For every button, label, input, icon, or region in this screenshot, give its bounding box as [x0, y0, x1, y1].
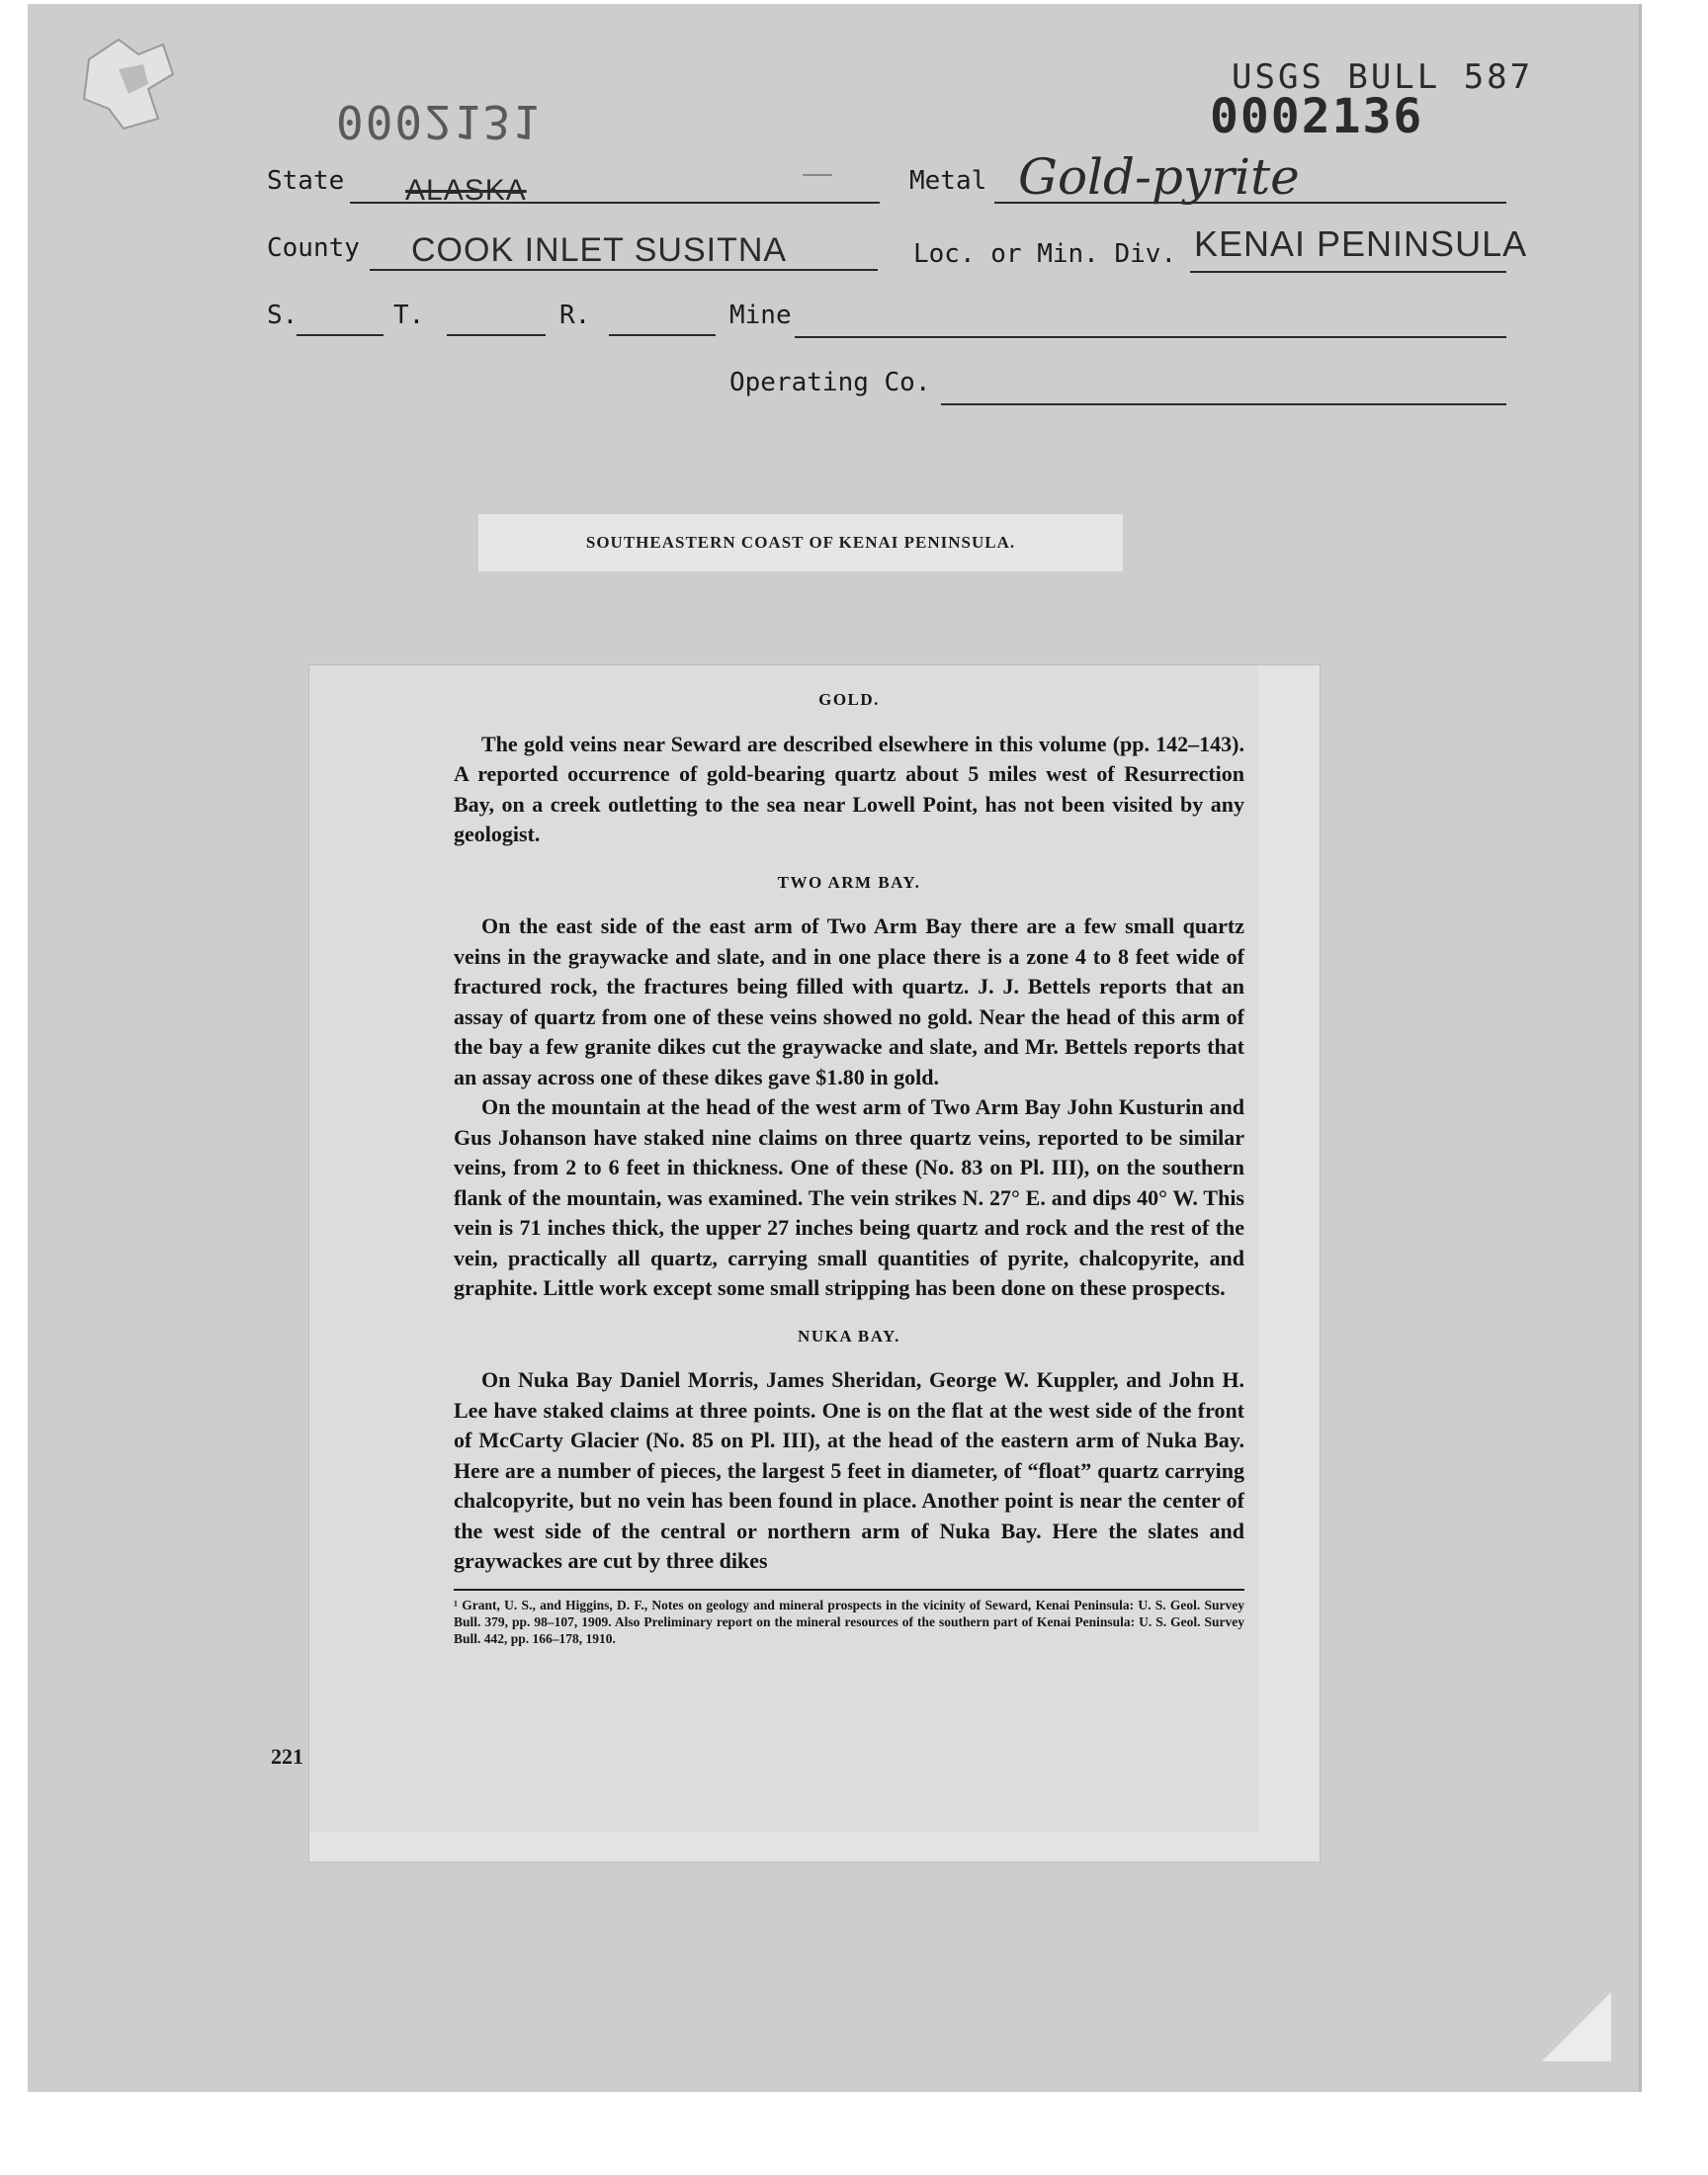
s-label: S. [267, 301, 299, 330]
mine-label: Mine [729, 301, 792, 330]
nuka-paragraph: On Nuka Bay Daniel Morris, James Sheridan, George W. Kuppler, and John H. Lee have staked claims at three points. One is on the flat at the west side of the front of McCarty Glacier (No. 85 on Pl. III), at the head of the eastern arm of Nuka Bay. Here are a number of pieces, the largest 5 feet in diameter, of “float” quartz carrying chalcopyrite, but no vein has been found in place. Another point is near the center of the west side of the central or northern arm of Nuka Bay. Here the slates and graywackes are cut by three dikes [454, 1367, 1244, 1573]
nuka-title: NUKA BAY. [798, 1326, 900, 1346]
operating-line [941, 366, 1506, 405]
clipping-heading: SOUTHEASTERN COAST OF KENAI PENINSULA. [478, 514, 1123, 571]
state-label: State [267, 166, 345, 196]
r-label: R. [559, 301, 591, 330]
s-line [297, 297, 384, 336]
county-label: County [267, 233, 360, 263]
r-line [609, 297, 716, 336]
t-label: T. [393, 301, 425, 330]
page-number: 221 [271, 1744, 303, 1769]
torn-label-icon [79, 30, 178, 138]
metal-label: Metal [909, 166, 987, 196]
state-mark-icon [803, 174, 832, 190]
mirrored-stamp: 0002131 [336, 95, 542, 148]
loc-label: Loc. or Min. Div. [913, 239, 1177, 269]
two-arm-title: TWO ARM BAY. [777, 872, 921, 892]
two-arm-paragraph-1: On the east side of the east arm of Two Arm Bay there are a few small quartz veins in the graywacke and slate, and in one place there is a zone 4 to 8 feet wide of fractured rock, the fractures being filled with quartz. J. J. Bettels reports that an assay of quartz from one of these veins showed no gold. Near the head of this arm of the bay a few granite dikes cut the graywacke and slate, and Mr. Bettels reports that an assay across one of these dikes gave $1.80 in gold. [454, 914, 1244, 1089]
mine-line [795, 299, 1506, 338]
gold-paragraph: The gold veins near Seward are described elsewhere in this volume (pp. 142–143). A reported occurrence of gold-bearing quartz about 5 miles west of Resurrection Bay, on a creek outletting to the sea near Lowell Point, has not been visited by any geologist. [454, 731, 1244, 846]
t-line [447, 297, 546, 336]
folded-corner [1542, 1992, 1611, 2061]
gold-title: GOLD. [818, 690, 880, 709]
record-number: 0002136 [1210, 89, 1424, 144]
state-value: ALASKA [405, 174, 527, 207]
county-value: COOK INLET SUSITNA [411, 231, 788, 269]
metal-value: Gold-pyrite [1018, 148, 1300, 206]
article-clipping [308, 664, 1321, 1863]
loc-value: KENAI PENINSULA [1194, 223, 1528, 264]
operating-label: Operating Co. [729, 368, 931, 397]
footnote: ¹ Grant, U. S., and Higgins, D. F., Notes on geology and mineral prospects in the vicinity of Seward, Kenai Peninsula: U. S. Geol. Survey Bull. 379, pp. 98–107, 1909. Also Preliminary report on the mineral resources of the southern part of Kenai Peninsula: U. S. Geol. Survey Bull. 442, pp. 166–178, 1910. [454, 1589, 1244, 1647]
article-text [454, 685, 1244, 1647]
two-arm-paragraph-2: On the mountain at the head of the west arm of Two Arm Bay John Kusturin and Gus Johanson have staked nine claims on three quartz veins, reported to be similar veins, from 2 to 6 feet in thickness. One of these (No. 83 on Pl. III), on the southern flank of the mountain, was examined. The vein strikes N. 27° E. and dips 40° W. This vein is 71 inches thick, the upper 27 inches being quartz and rock and the rest of the vein, practically all quartz, carrying small quantities of pyrite, chalcopyrite, and graphite. Little work except some small stripping has been done on these prospects. [454, 1094, 1244, 1300]
usgs-reference: USGS BULL 587 [1232, 57, 1534, 97]
